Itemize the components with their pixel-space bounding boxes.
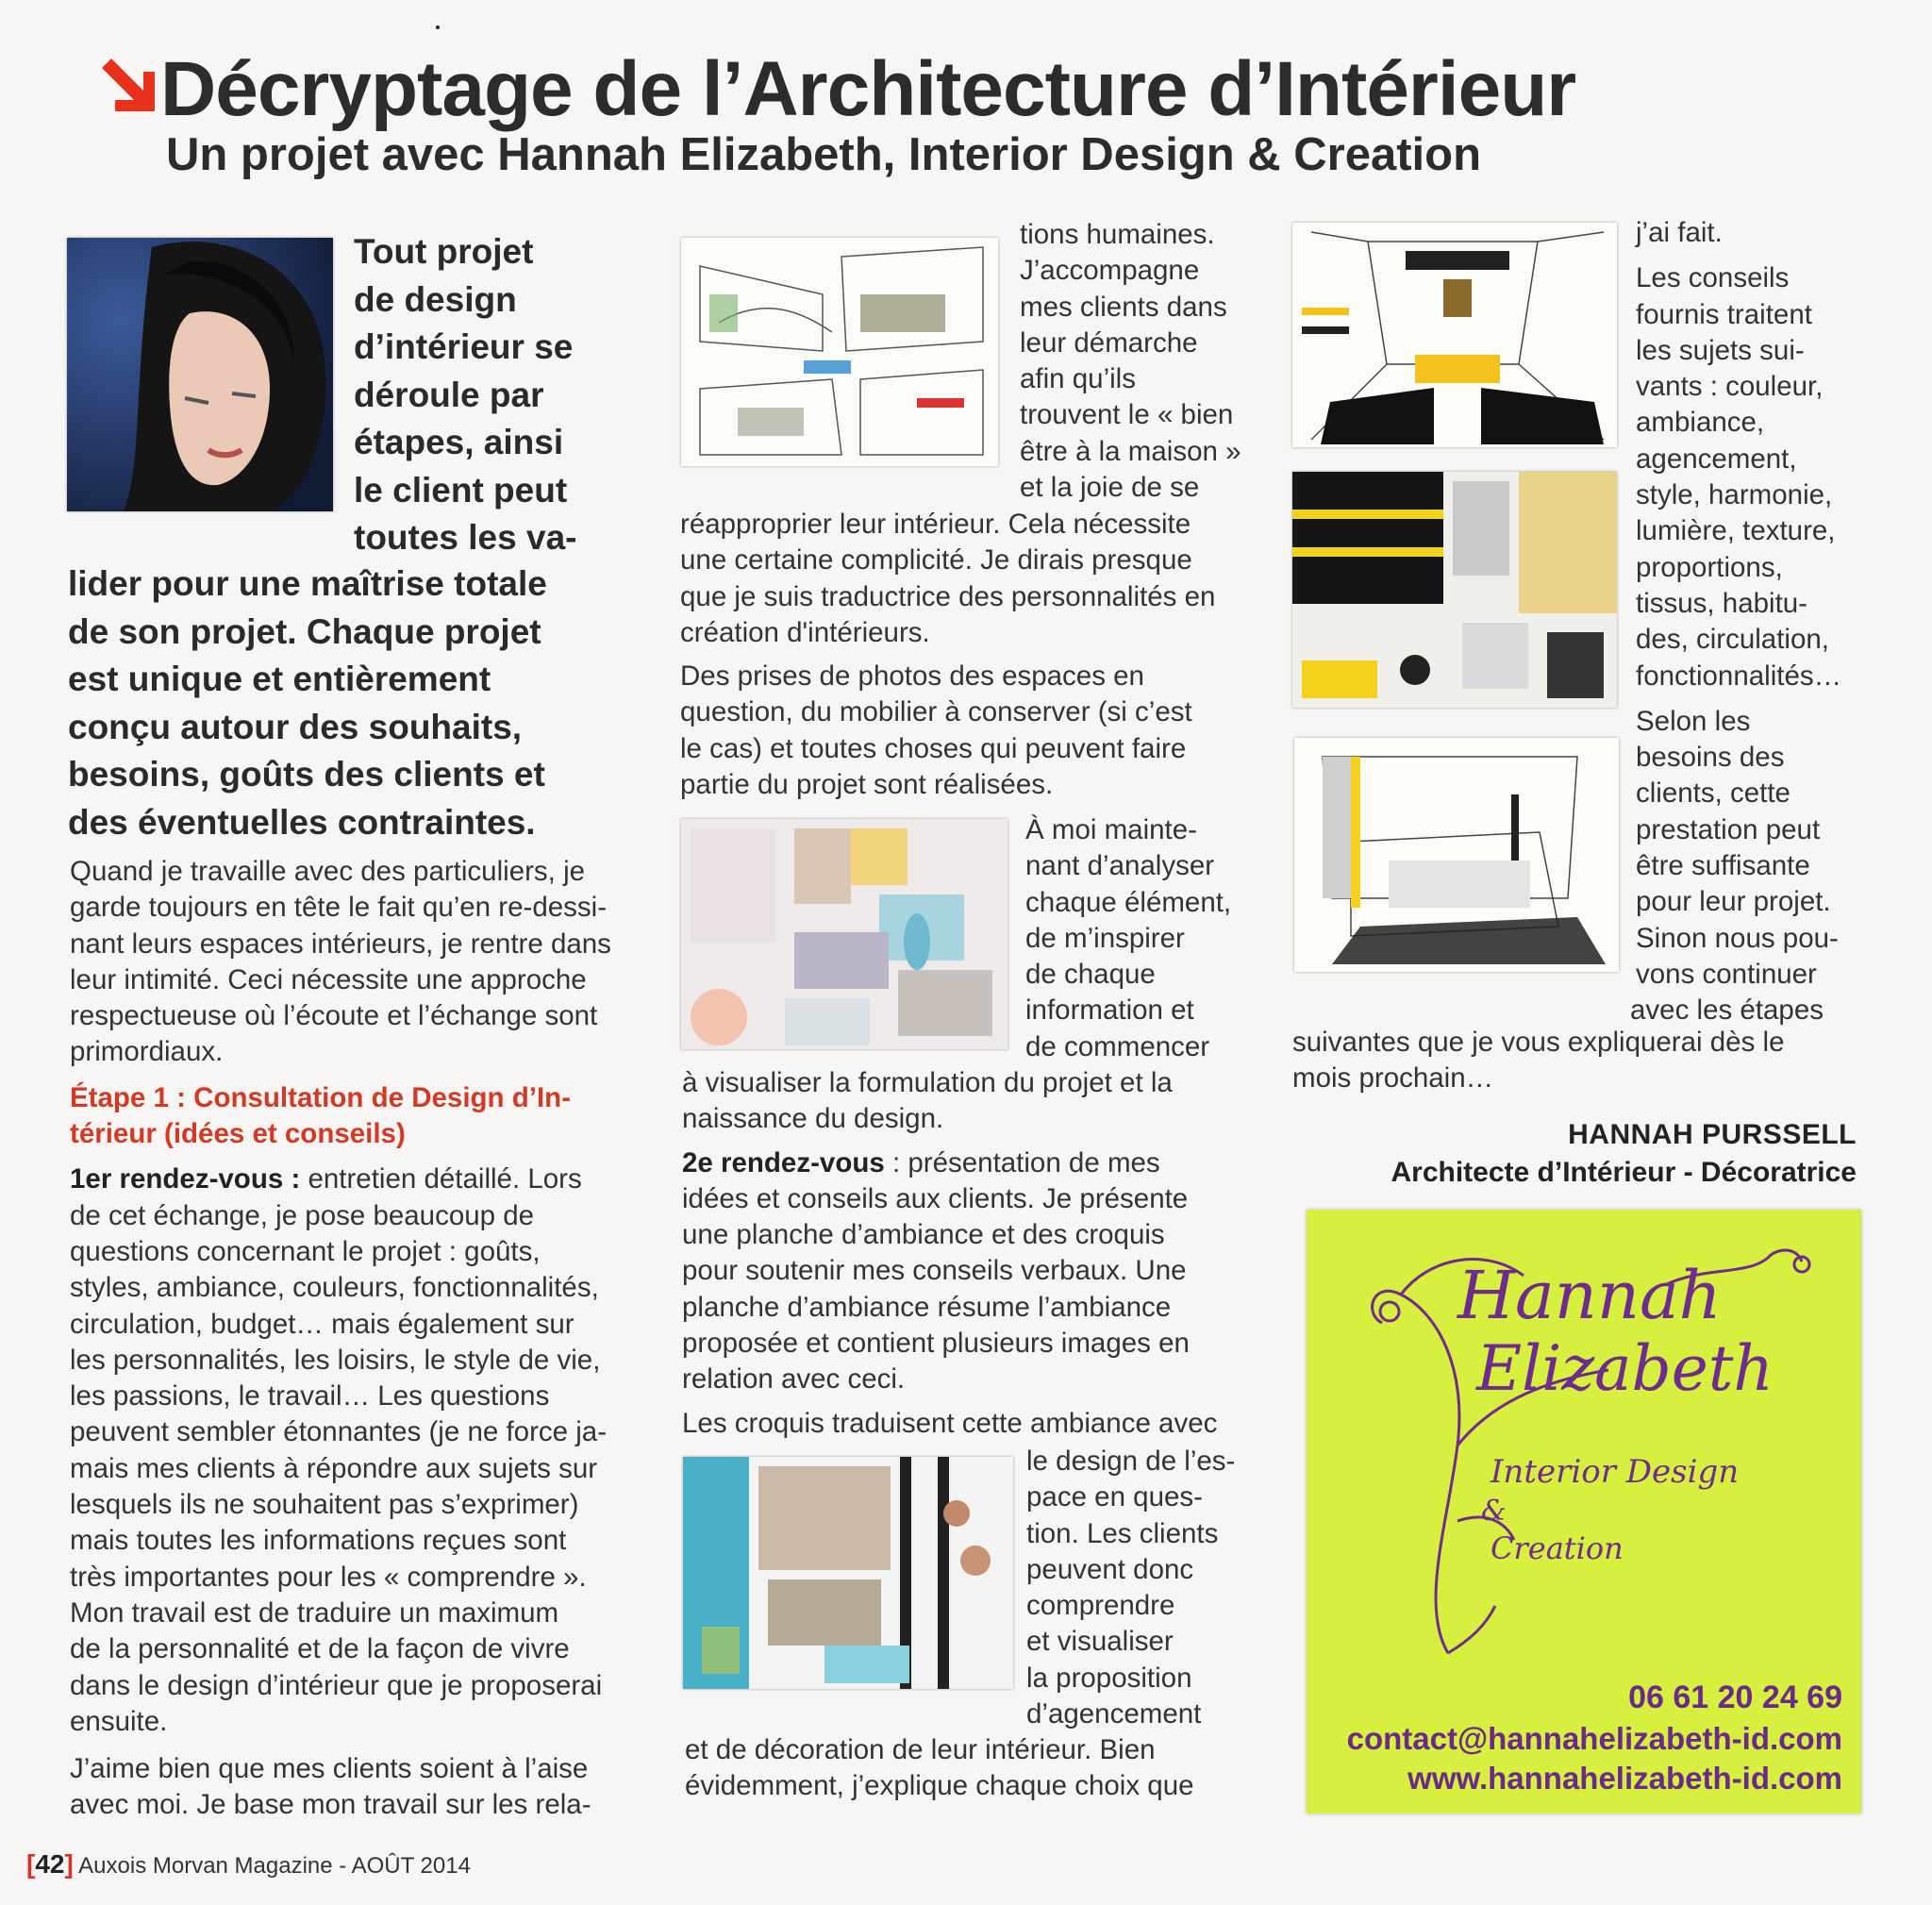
text-line: Mon travail est de traduire un maximum (70, 1596, 559, 1629)
text-line: peuvent donc (1026, 1553, 1194, 1585)
text-line: mais toutes les informations reçues sont (70, 1525, 567, 1557)
page-title: Décryptage de l’Architecture d’Intérieur (160, 46, 1576, 132)
text-line: entretien détaillé. Lors (300, 1163, 582, 1195)
ad-website-link[interactable]: www.hannahelizabeth-id.com (1407, 1761, 1842, 1796)
column-1-body (70, 854, 655, 1824)
text-line: suivantes que je vous expliquerai dès le (1292, 1027, 1785, 1058)
text-line: être suffisante (1636, 850, 1810, 882)
paragraph-intro (70, 854, 655, 1071)
text-line: tissus, habitu- (1636, 587, 1807, 619)
moodboard-image-pastel (681, 819, 1008, 1049)
lead-line: le client peut (354, 470, 568, 510)
lead-intro-wrapped (354, 228, 637, 562)
text-line: ambiance, (1636, 407, 1765, 439)
text-line: respectueuse où l’écoute et l’échange sont (70, 1000, 598, 1032)
lead-line: des éventuelles contraintes. (68, 802, 536, 842)
text-line: avec les étapes (1630, 994, 1824, 1027)
text-line: pace en ques- (1026, 1481, 1203, 1513)
column-2-body-1 (680, 507, 1265, 803)
text-line: et visualiser (1026, 1626, 1174, 1658)
text-line: que je suis traductrice des personnalités en (680, 580, 1216, 612)
text-line: avec moi. Je base mon travail sur les rela- (70, 1789, 591, 1821)
lead-intro-full (68, 560, 653, 846)
text-line: de la personnalité et de la façon de vivre (70, 1633, 570, 1665)
text-line: des, circulation, (1636, 624, 1829, 656)
lead-line: conçu autour des souhaits, (68, 707, 523, 746)
text-line: agencement, (1636, 443, 1797, 475)
column-2-wrap-2 (1025, 812, 1271, 1065)
text-line: pour leur projet. (1636, 886, 1831, 918)
rdv2-label: 2e rendez-vous (682, 1146, 885, 1178)
text-line: pour soutenir mes conseils verbaux. Une (682, 1255, 1187, 1287)
scan-speck (436, 25, 440, 29)
text-line: trouvent le « bien (1020, 399, 1234, 431)
text-line: Des prises de photos des espaces en (680, 660, 1144, 693)
text-line: une certaine complicité. Je dirais presque (680, 544, 1192, 577)
text-line: dans le design d’intérieur que je proposerai (70, 1669, 603, 1701)
text-line: relation avec ceci. (682, 1363, 906, 1395)
text-line: évidemment, j’explique chaque choix que (685, 1770, 1194, 1802)
sketch-image-living-room (681, 238, 998, 466)
moodboard-image-turquoise (683, 1457, 1013, 1689)
text-line: clients, cette (1636, 777, 1790, 810)
text-line: très importantes pour les « comprendre ». (70, 1561, 587, 1593)
logo-ampersand: & (1481, 1495, 1507, 1528)
text-line: nant d’analyser (1025, 850, 1215, 882)
lead-line: Tout projet (354, 232, 534, 271)
lead-line: d’intérieur se (354, 327, 574, 366)
text-line: Les croquis traduisent cette ambiance avec (682, 1407, 1218, 1439)
lead-line: besoins, goûts des clients et (68, 755, 545, 794)
logo-creation: Creation (1491, 1530, 1624, 1566)
author-role: Architecte d’Intérieur - Décoratrice (1391, 1157, 1857, 1188)
text-line: la proposition (1026, 1662, 1192, 1694)
text-line: À moi mainte- (1025, 814, 1197, 845)
page-number: 42 (35, 1849, 65, 1879)
text-line: création d'intérieurs. (680, 616, 930, 648)
text-line: térieur (idées et conseils) (70, 1118, 406, 1150)
page-subtitle: Un projet avec Hannah Elizabeth, Interior Design & Creation (166, 129, 1482, 180)
text-line: les passions, le travail… Les questions (70, 1380, 550, 1412)
paragraph-relations (70, 1751, 655, 1824)
ad-email-link[interactable]: contact@hannahelizabeth-id.com (1346, 1721, 1842, 1756)
sketch-image-bedroom-canopy (1294, 738, 1619, 972)
text-line: j’ai fait. (1636, 217, 1723, 248)
lead-line: toutes les va- (354, 518, 577, 557)
text-line: les personnalités, les loisirs, le style de vie, (70, 1344, 601, 1376)
column-2-body-2 (682, 1065, 1267, 1442)
text-line: prestation peut (1636, 813, 1821, 845)
text-line: le cas) et toutes choses qui peuvent faire (680, 732, 1187, 764)
text-line: nant leurs espaces intérieurs, je rentre dans (70, 927, 611, 960)
text-line: vants : couleur, (1636, 371, 1824, 403)
logo-hannah: Hannah (1457, 1257, 1722, 1334)
text-line: J’accompagne (1020, 255, 1200, 287)
text-line: d’agencement (1026, 1698, 1202, 1730)
text-line: de cet échange, je pose beaucoup de (70, 1199, 535, 1231)
text-line: de commencer (1025, 1030, 1210, 1062)
lead-line: lider pour une maîtrise totale (68, 564, 547, 603)
text-line: être à la maison » (1020, 435, 1241, 467)
logo-elizabeth: Elizabeth (1476, 1332, 1774, 1405)
column-2-body-3 (685, 1732, 1270, 1805)
text-line: fournis traitent (1636, 298, 1812, 330)
paragraph-rdv1 (70, 1161, 655, 1740)
sketch-image-bedroom-yellow (1292, 223, 1617, 447)
footer-magazine: Auxois Morvan Magazine - AOÛT 2014 (73, 1853, 471, 1879)
text-line: question, du mobilier à conserver (si c’est (680, 696, 1192, 728)
lead-line: de design (354, 279, 517, 319)
text-line: Étape 1 : Consultation de Design d’In- (70, 1081, 572, 1113)
lead-line: de son projet. Chaque projet (68, 611, 541, 651)
text-line: et de décoration de leur intérieur. Bien (685, 1734, 1156, 1765)
text-line: les sujets sui- (1636, 334, 1805, 366)
text-line: Selon les (1636, 705, 1751, 737)
text-line: J’aime bien que mes clients soient à l’aise (70, 1753, 589, 1785)
ad-phone[interactable]: 06 61 20 24 69 (1628, 1679, 1842, 1715)
text-line: à visualiser la formulation du projet et la (682, 1067, 1173, 1098)
text-line: Les conseils (1636, 262, 1790, 294)
text-line: et la joie de se (1020, 472, 1200, 504)
page-bracket-open: [ (26, 1849, 36, 1879)
business-card-ad (1307, 1210, 1861, 1813)
text-line: planche d’ambiance résume l’ambiance (682, 1291, 1172, 1323)
text-line: lesquels ils ne souhaitent pas s’exprimer) (70, 1489, 579, 1521)
text-line: une planche d’ambiance et des croquis (682, 1219, 1165, 1251)
text-line: Sinon nous pou- (1636, 922, 1839, 954)
text-line: vons continuer (1636, 958, 1817, 990)
text-line: peuvent sembler étonnantes (je ne force ja- (70, 1416, 608, 1448)
text-line: réapproprier leur intérieur. Cela nécessite (680, 509, 1191, 540)
text-line: le design de l’es- (1026, 1445, 1236, 1477)
column-2-wrap-3 (1026, 1444, 1272, 1732)
text-line: circulation, budget… mais également sur (70, 1308, 575, 1340)
text-line: garde toujours en tête le fait qu’en re-dessi- (70, 892, 608, 924)
text-line: proposée et contient plusieurs images en (682, 1328, 1190, 1360)
column-3-body (1292, 1025, 1868, 1097)
text-line: fonctionnalités… (1636, 660, 1842, 692)
portrait-photo (67, 238, 333, 511)
text-line: leur intimité. Ceci nécessite une approche (70, 963, 587, 995)
text-line: Quand je travaille avec des particuliers, je (70, 856, 586, 887)
text-line: idées et conseils aux clients. Je présente (682, 1182, 1189, 1214)
text-line: mois prochain… (1292, 1062, 1494, 1095)
page-footer (26, 1849, 471, 1880)
text-line: tions humaines. (1020, 219, 1215, 250)
column-2-wrap-1 (1020, 217, 1265, 506)
column-3-wrap (1630, 215, 1862, 1029)
author-name: HANNAH PURSSELL (1568, 1119, 1857, 1150)
text-line: styles, ambiance, couleurs, fonctionnalités, (70, 1272, 599, 1304)
moodboard-image-black-yellow (1292, 472, 1617, 708)
text-line: partie du projet sont réalisées. (680, 769, 1054, 801)
text-line: de m’inspirer (1025, 922, 1185, 954)
text-line: questions concernant le projet : goûts, (70, 1235, 541, 1267)
page-bracket-close: ] (64, 1849, 74, 1879)
text-line: proportions, (1636, 551, 1783, 583)
text-line: mais mes clients à répondre aux sujets sur (70, 1452, 598, 1484)
text-line: tion. Les clients (1026, 1517, 1219, 1549)
text-line: comprendre (1026, 1590, 1175, 1622)
arrow-down-right-icon (102, 58, 160, 117)
text-line: style, harmonie, (1636, 479, 1833, 511)
text-line: chaque élément, (1025, 886, 1232, 918)
text-line: primordiaux. (70, 1036, 224, 1068)
logo-interior-design: Interior Design (1491, 1453, 1740, 1491)
rdv1-label: 1er rendez-vous : (70, 1163, 301, 1195)
text-line: ensuite. (70, 1705, 168, 1737)
lead-line: est unique et entièrement (68, 660, 491, 698)
text-line: lumière, texture, (1636, 515, 1836, 547)
etape-heading (70, 1080, 655, 1153)
text-line: : présentation de mes (884, 1146, 1160, 1178)
text-line: information et (1025, 994, 1194, 1027)
text-line: naissance du design. (682, 1103, 944, 1135)
text-line: besoins des (1636, 742, 1785, 774)
text-line: leur démarche (1020, 326, 1198, 359)
text-line: afin qu’ils (1020, 363, 1136, 395)
lead-line: étapes, ainsi (354, 423, 564, 461)
text-line: mes clients dans (1020, 291, 1227, 323)
lead-line: déroule par (354, 375, 544, 414)
text-line: de chaque (1025, 959, 1156, 991)
